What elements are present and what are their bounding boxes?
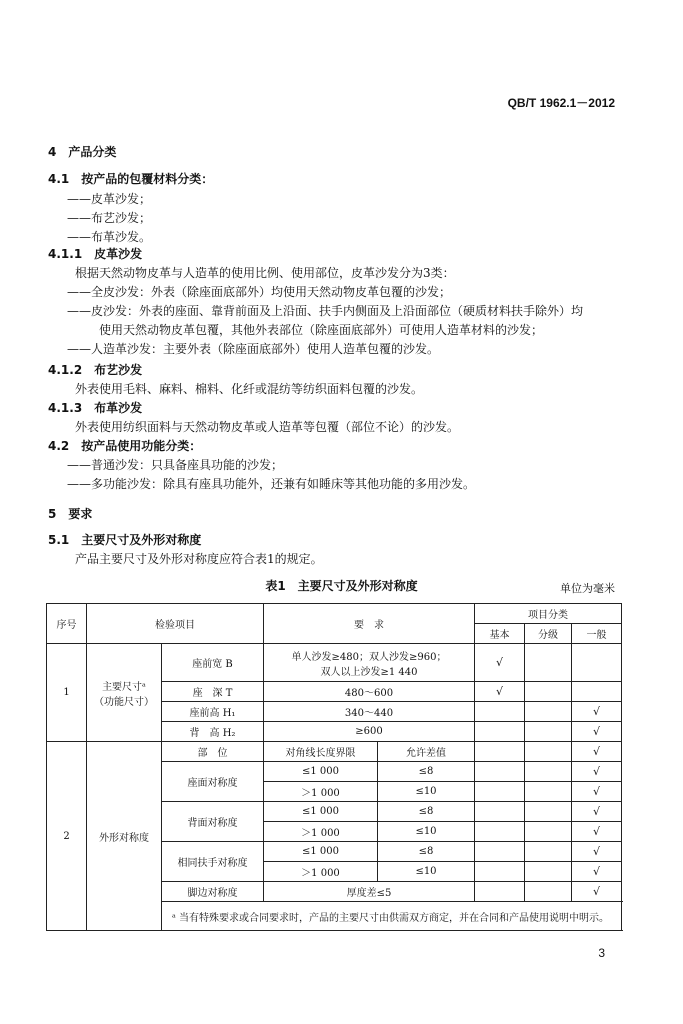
body-line-4: ——布革沙发。 xyxy=(67,230,152,244)
body-line-0: 4 产品分类 xyxy=(48,145,117,159)
table-caption: 表1 主要尺寸及外形对称度 xyxy=(265,579,418,593)
group2-seq: 2 xyxy=(47,742,87,931)
g2-sub1-r2-tol: ≤10 xyxy=(378,782,475,802)
g2-sub2-r1-general: √ xyxy=(572,802,622,822)
g2-sub1-r2-general: √ xyxy=(572,782,622,802)
page-number: 3 xyxy=(598,946,605,960)
body-line-7: ——全皮沙发：外表（除座面底部外）均使用天然动物皮革包覆的沙发； xyxy=(67,285,452,299)
table-unit: 单位为毫米 xyxy=(560,582,615,595)
g1-row1-basic: √ xyxy=(475,644,525,682)
group1-name-line1: 主要尺寸ᵃ xyxy=(102,681,146,693)
g1-row1-req xyxy=(264,644,475,682)
g2-sub2-r1-diag: ≤1 000 xyxy=(264,802,378,822)
g2-sub3-r2-tol: ≤10 xyxy=(378,862,475,882)
g1-row3-general: √ xyxy=(572,702,622,722)
group1-name xyxy=(87,644,162,742)
group2-name: 外形对称度 xyxy=(87,742,162,931)
body-line-12: 外表使用毛料、麻料、棉料、化纤或混纺等纺织面料包覆的沙发。 xyxy=(75,382,424,396)
body-line-17: ——多功能沙发：除具有座具功能外，还兼有如睡床等其他功能的多用沙发。 xyxy=(67,477,476,491)
g1-row1-req-line1: 单人沙发≥480；双人沙发≥960； xyxy=(291,651,447,663)
g2-last-label: 脚边对称度 xyxy=(162,882,264,902)
g1-row1-graded xyxy=(525,644,572,682)
g2-subheader-diag: 对角线长度界限 xyxy=(264,742,378,762)
body-line-6: 根据天然动物皮革与人造革的使用比例、使用部位，皮革沙发分为3类： xyxy=(75,266,455,280)
table-footnote: ᵃ 当有特殊要求或合同要求时，产品的主要尺寸由供需双方商定，并在合同和产品使用说明中明示。 xyxy=(162,902,622,931)
group1-seq: 1 xyxy=(47,644,87,742)
body-line-8: ——皮沙发：外表的座面、靠背前面及上沿面、扶手内侧面及上沿面部位（硬质材料扶手除外）均 xyxy=(67,304,584,318)
g1-row4-graded xyxy=(525,722,572,742)
g2-sub1-r1-tol: ≤8 xyxy=(378,762,475,782)
g1-row1-label: 座前宽 B xyxy=(162,644,264,682)
g2-sub1-r2-diag: ＞1 000 xyxy=(264,782,378,802)
g1-row2-req: 480～600 xyxy=(264,682,475,702)
body-line-20: 产品主要尺寸及外形对称度应符合表1的规定。 xyxy=(75,552,323,566)
header-category: 项目分类 xyxy=(475,604,622,624)
body-line-19: 5.1 主要尺寸及外形对称度 xyxy=(48,533,202,547)
g1-row2-label: 座 深 T xyxy=(162,682,264,702)
g2-sub3-label: 相同扶手对称度 xyxy=(162,842,264,882)
group1-name-line2: （功能尺寸） xyxy=(94,696,154,708)
body-line-2: ——皮革沙发； xyxy=(67,192,152,206)
g2-sub3-r1-tol: ≤8 xyxy=(378,842,475,862)
g2-sub2-label: 背面对称度 xyxy=(162,802,264,842)
g1-row1-general xyxy=(572,644,622,682)
header-req: 要 求 xyxy=(264,604,475,644)
g2-last-general: √ xyxy=(572,882,622,902)
spec-table xyxy=(46,603,622,931)
g2-sub2-r2-tol: ≤10 xyxy=(378,822,475,842)
g1-row2-basic: √ xyxy=(475,682,525,702)
g2-sub3-r1-general: √ xyxy=(572,842,622,862)
g1-row3-req: 340～440 xyxy=(264,702,475,722)
body-line-3: ——布艺沙发； xyxy=(67,211,152,225)
g2-subheader-tol: 允许差值 xyxy=(378,742,475,762)
g2-sub3-r1-diag: ≤1 000 xyxy=(264,842,378,862)
body-line-14: 外表使用纺织面料与天然动物皮革或人造革等包覆（部位不论）的沙发。 xyxy=(75,420,460,434)
g2-sub1-r1-general: √ xyxy=(572,762,622,782)
header-basic: 基本 xyxy=(475,624,525,644)
g2-subheader-general: √ xyxy=(572,742,622,762)
body-line-11: 4.1.2 布艺沙发 xyxy=(48,363,143,377)
g2-sub2-r2-general: √ xyxy=(572,822,622,842)
g1-row1-req-line2: 双人以上沙发≥1 440 xyxy=(320,666,418,678)
g1-row3-label: 座前高 H₁ xyxy=(162,702,264,722)
body-line-5: 4.1.1 皮革沙发 xyxy=(48,247,143,261)
g2-sub2-r2-diag: ＞1 000 xyxy=(264,822,378,842)
body-line-10: ——人造革沙发：主要外表（除座面底部外）使用人造革包覆的沙发。 xyxy=(67,342,440,356)
body-line-18: 5 要求 xyxy=(48,507,93,521)
document-code: QB/T 1962.1－2012 xyxy=(507,96,615,110)
body-line-15: 4.2 按产品使用功能分类： xyxy=(48,439,202,453)
body-line-1: 4.1 按产品的包覆材料分类： xyxy=(48,172,214,186)
g1-row3-graded xyxy=(525,702,572,722)
g2-subheader-part: 部 位 xyxy=(162,742,264,762)
g1-row3-basic xyxy=(475,702,525,722)
g1-row4-label: 背 高 H₂ xyxy=(162,722,264,742)
g2-sub2-r1-tol: ≤8 xyxy=(378,802,475,822)
g1-row4-req: ≥600 xyxy=(264,722,475,742)
g2-sub3-r2-general: √ xyxy=(572,862,622,882)
g1-row4-general: √ xyxy=(572,722,622,742)
g2-sub3-r2-diag: ＞1 000 xyxy=(264,862,378,882)
header-seq: 序号 xyxy=(47,604,87,644)
g1-row4-basic xyxy=(475,722,525,742)
g2-sub1-r1-diag: ≤1 000 xyxy=(264,762,378,782)
g1-row2-graded xyxy=(525,682,572,702)
body-line-13: 4.1.3 布革沙发 xyxy=(48,401,143,415)
body-line-9: 使用天然动物皮革包覆，其他外表部位（除座面底部外）可使用人造革材料的沙发； xyxy=(99,323,544,337)
body-line-16: ——普通沙发：只具备座具功能的沙发； xyxy=(67,458,284,472)
header-graded: 分级 xyxy=(525,624,572,644)
header-general: 一般 xyxy=(572,624,622,644)
g2-last-req: 厚度差≤5 xyxy=(264,882,475,902)
g2-sub1-label: 座面对称度 xyxy=(162,762,264,802)
g1-row2-general xyxy=(572,682,622,702)
header-item: 检验项目 xyxy=(87,604,264,644)
